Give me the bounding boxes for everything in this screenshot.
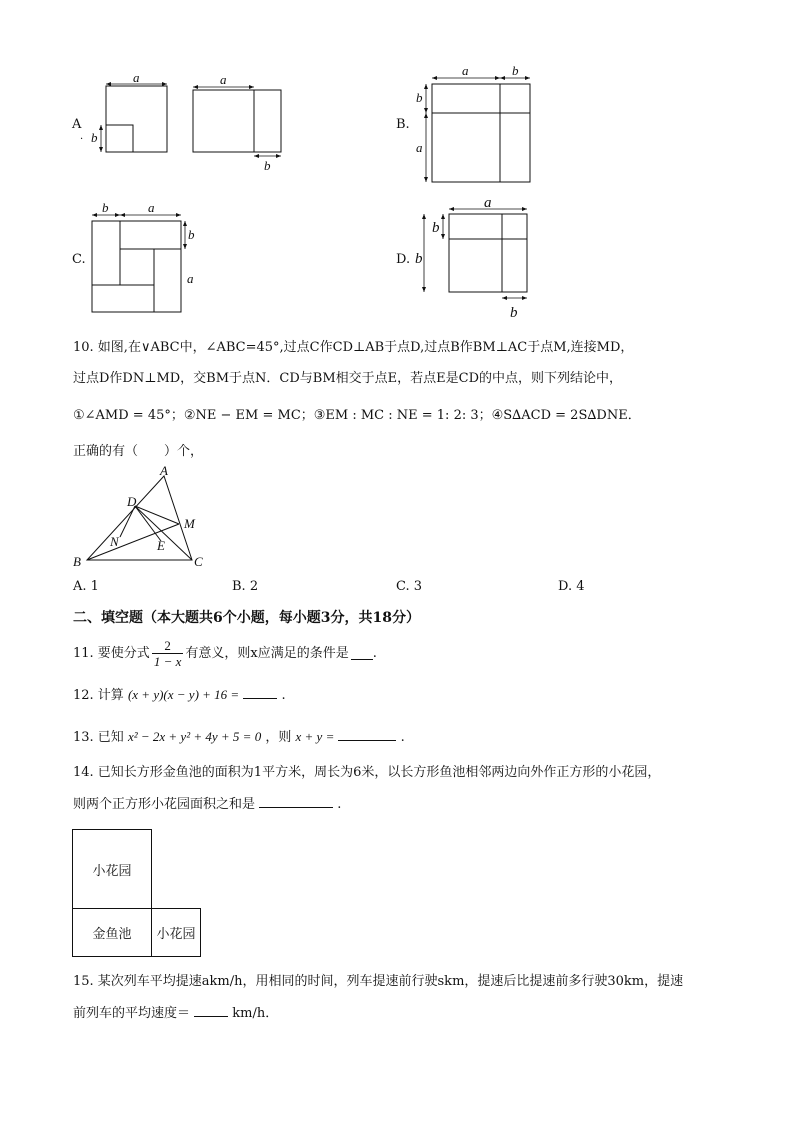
dim-b-label: b	[264, 158, 271, 173]
q13-prefix: 13. 已知	[73, 730, 124, 745]
q12-blank[interactable]	[243, 686, 277, 699]
svg-text:b: b	[102, 200, 109, 215]
point-a-label: A	[160, 464, 168, 478]
option-d-figure	[412, 192, 542, 322]
q13-expr2: x + y =	[295, 729, 335, 744]
q10-line1: 10. 如图,在∨ABC中，∠ABC=45°,过点C作CD⊥AB于点D,过点B作BM⊥AC于点M,连接MD，	[73, 340, 634, 355]
q12-end: .	[281, 688, 286, 703]
q10-line3: ①∠AMD = 45°；②NE − EM = MC；③EM : MC : NE = 1: 2: 3；④S∆ACD = 2S∆DNE．	[73, 408, 641, 423]
q12	[73, 686, 286, 705]
q11-fraction	[152, 638, 184, 669]
q15-line2-prefix: 前列车的平均速度＝	[73, 1006, 191, 1021]
svg-text:b: b	[510, 305, 518, 321]
point-m-label: M	[184, 516, 195, 531]
svg-text:b: b	[432, 220, 440, 236]
q10-line4: 正确的有（ ）个，	[73, 444, 204, 459]
q11-prefix: 11. 要使分式	[73, 645, 150, 661]
point-e-label: E	[157, 538, 165, 553]
q13-expr: x² − 2x + y² + 4y + 5 = 0	[127, 729, 262, 744]
garden-right-square	[151, 908, 201, 957]
q12-expr: (x + y)(x − y) + 16 =	[127, 687, 240, 702]
svg-text:b: b	[415, 251, 423, 267]
q13-end: .	[400, 730, 405, 745]
option-d-label: D.	[396, 252, 411, 267]
option-c-figure	[86, 200, 206, 316]
q15-line1: 15. 某次列车平均提速akm/h，用相同的时间，列车提速前行驶skm，提速后比提速前多行驶30km，提速	[73, 974, 684, 989]
pond-rectangle	[72, 908, 152, 957]
q15-line2-suffix: km/h．	[232, 1006, 279, 1021]
q14-line2: 则两个正方形小花园面积之和是	[73, 797, 256, 812]
svg-text:a: a	[187, 271, 194, 286]
svg-text:a: a	[148, 200, 155, 215]
q15-line2	[73, 1004, 278, 1023]
q13-mid: ，则	[265, 730, 292, 745]
option-b-label: B.	[396, 117, 410, 132]
dim-a-label: a	[133, 70, 140, 85]
option-b-figure	[412, 62, 542, 186]
q14-end: .	[337, 797, 342, 812]
q10-triangle-figure	[70, 464, 220, 574]
section-title: 二、填空题（本大题共6个小题，每小题3分，共18分）	[73, 610, 420, 626]
q14-line1: 14. 已知长方形金鱼池的面积为1平方米，周长为6米，以长方形鱼池相邻两边向外作正方形的小花园，	[73, 765, 661, 780]
option-a-figure	[88, 70, 298, 174]
q10-option-a: A. 1	[73, 579, 99, 594]
q10-option-d: D. 4	[558, 579, 585, 594]
garden-top-square	[72, 829, 152, 909]
q11-end: .	[372, 645, 377, 661]
garden-right-label: 小花园	[156, 927, 196, 942]
option-c-label: C.	[72, 252, 86, 267]
pond-label: 金鱼池	[92, 927, 132, 942]
q11-suffix: 有意义，则x应满足的条件是	[185, 645, 349, 661]
q13	[73, 728, 405, 747]
q10-option-b: B. 2	[232, 579, 259, 594]
option-a-label: A	[72, 117, 82, 132]
garden-top-label: 小花园	[92, 863, 132, 879]
q11-blank[interactable]	[351, 647, 373, 660]
q13-blank[interactable]	[338, 728, 396, 741]
q15-blank[interactable]	[194, 1004, 228, 1017]
svg-text:b: b	[512, 63, 519, 78]
dim-a-label: a	[220, 72, 227, 87]
q11	[73, 638, 377, 669]
dim-b-label: b	[91, 130, 98, 145]
svg-text:a: a	[484, 195, 492, 211]
option-a-dot: ·	[80, 134, 84, 145]
q14-line2-wrap	[73, 795, 341, 814]
svg-text:b: b	[188, 227, 195, 242]
svg-text:b: b	[416, 90, 423, 105]
q10-line2: 过点D作DN⊥MD，交BM于点N．CD与BM相交于点E，若点E是CD的中点，则下列结论中，	[73, 371, 623, 386]
point-d-label: D	[127, 494, 137, 509]
svg-text:a: a	[416, 140, 423, 155]
point-b-label: B	[73, 554, 81, 569]
point-n-label: N	[110, 534, 119, 549]
q11-frac-num: 2	[152, 638, 184, 654]
point-c-label: C	[194, 554, 203, 569]
svg-text:a: a	[462, 63, 469, 78]
q12-prefix: 12. 计算	[73, 688, 124, 703]
q14-blank[interactable]	[259, 795, 333, 808]
q10-option-c: C. 3	[396, 579, 423, 594]
q11-frac-den: 1 − x	[153, 654, 182, 669]
